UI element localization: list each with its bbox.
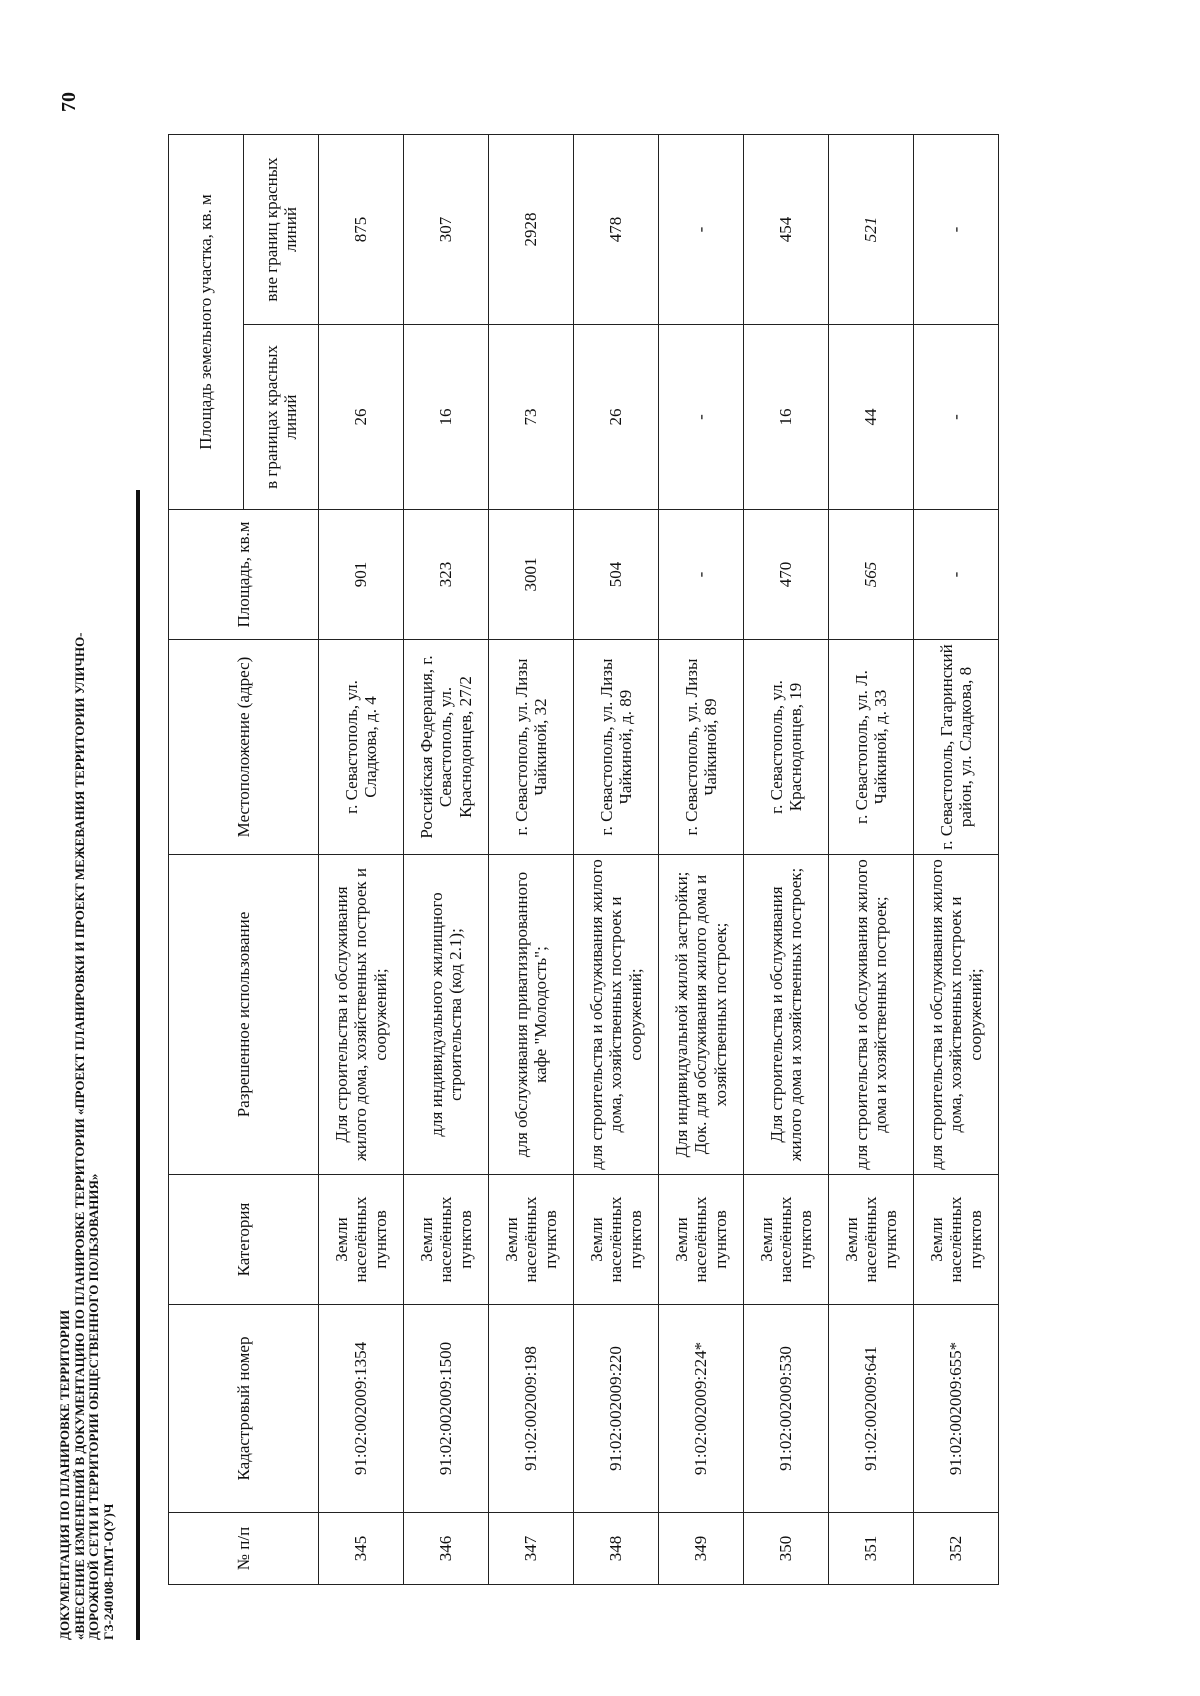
col-header-category: Категория <box>169 1175 319 1305</box>
cell-inside: - <box>659 325 744 510</box>
cell-outside: 478 <box>574 134 659 324</box>
cell-inside: 44 <box>829 325 914 510</box>
table-row <box>489 134 574 1584</box>
cell-usage: для индивидуального жилищного строительства (код 2.1); <box>404 855 489 1175</box>
table-row <box>659 134 744 1584</box>
cell-inside: 26 <box>319 325 404 510</box>
table-row <box>744 134 829 1584</box>
table-row <box>574 134 659 1584</box>
cell-inside: 16 <box>744 325 829 510</box>
cell-num: 347 <box>489 1513 574 1585</box>
cell-cadastral: 91:02:002009:530 <box>744 1305 829 1513</box>
col-header-area: Площадь, кв.м <box>169 510 319 640</box>
col-header-num: № п/п <box>169 1513 319 1585</box>
cell-cadastral: 91:02:002009:220 <box>574 1305 659 1513</box>
cell-category: Земли населённых пунктов <box>829 1175 914 1305</box>
cell-address: г. Севастополь, ул. Лизы Чайкиной, 32 <box>489 640 574 855</box>
table-row <box>829 134 914 1584</box>
cell-outside: 307 <box>404 134 489 324</box>
cell-cadastral: 91:02:002009:224* <box>659 1305 744 1513</box>
cell-address: г. Севастополь, ул. Лизы Чайкиной, д. 89 <box>574 640 659 855</box>
col-header-address: Местоположение (адрес) <box>169 640 319 855</box>
cell-address: г. Севастополь, ул. Сладкова, д. 4 <box>319 640 404 855</box>
table-row <box>914 134 999 1584</box>
cell-num: 348 <box>574 1513 659 1585</box>
cell-cadastral: 91:02:002009:641 <box>829 1305 914 1513</box>
cell-num: 345 <box>319 1513 404 1585</box>
table-header-row <box>169 134 244 1584</box>
cell-area: - <box>914 510 999 640</box>
cell-usage: для обслуживания приватизированного кафе "Молодость"; <box>489 855 574 1175</box>
cell-area: 470 <box>744 510 829 640</box>
header-line-1: ДОКУМЕНТАЦИЯ ПО ПЛАНИРОВКЕ ТЕРРИТОРИИ <box>57 1309 72 1640</box>
cell-cadastral: 91:02:002009:198 <box>489 1305 574 1513</box>
cell-outside: 454 <box>744 134 829 324</box>
table-row <box>319 134 404 1584</box>
cell-num: 346 <box>404 1513 489 1585</box>
cell-area: 3001 <box>489 510 574 640</box>
cell-cadastral: 91:02:002009:1500 <box>404 1305 489 1513</box>
cell-num: 350 <box>744 1513 829 1585</box>
cell-num: 351 <box>829 1513 914 1585</box>
cell-category: Земли населённых пунктов <box>319 1175 404 1305</box>
cell-outside: - <box>914 134 999 324</box>
col-header-outside-red-lines: вне границ красных линий <box>244 134 319 324</box>
cell-usage: Для индивидуальной жилой застройки; Док. для обслуживания жилого дома и хозяйственных построек; <box>659 855 744 1175</box>
cell-category: Земли населённых пунктов <box>489 1175 574 1305</box>
cell-cadastral: 91:02:002009:1354 <box>319 1305 404 1513</box>
header-line-2: «ВНЕСЕНИЕ ИЗМЕНЕНИЙ В ДОКУМЕНТАЦИЮ ПО ПЛАНИРОВКЕ ТЕРРИТОРИИ «ПРОЕКТ ПЛАНИРОВКИ И ПРОЕКТ МЕЖЕВАНИЯ ТЕРРИТОРИИ УЛИЧНО- <box>71 632 87 1640</box>
cell-num: 349 <box>659 1513 744 1585</box>
cell-usage: для строительства и обслуживания жилого дома и хозяйственных построек; <box>829 855 914 1175</box>
cell-usage: для строительства и обслуживания жилого дома, хозяйственных построек и сооружений; <box>574 855 659 1175</box>
cell-usage: Для строительства и обслуживания жилого дома, хозяйственных построек и сооружений; <box>319 855 404 1175</box>
cell-address: г. Севастополь, ул. Краснодонцев, 19 <box>744 640 829 855</box>
col-header-inside-red-lines: в границах красных линий <box>244 325 319 510</box>
cell-category: Земли населённых пунктов <box>404 1175 489 1305</box>
land-plots-table <box>168 134 999 1585</box>
cell-category: Земли населённых пунктов <box>659 1175 744 1305</box>
header-line-3: ДОРОЖНОЙ СЕТИ И ТЕРРИТОРИИ ОБЩЕСТВЕННОГО ПОЛЬЗОВАНИЯ» <box>86 1173 102 1640</box>
cell-address: Российская Федерация, г. Севастополь, ул. Краснодонцев, 27/2 <box>404 640 489 855</box>
table-row <box>404 134 489 1584</box>
cell-address: г. Севастополь, Гагаринский район, ул. Сладкова, 8 <box>914 640 999 855</box>
cell-num: 352 <box>914 1513 999 1585</box>
col-header-usage: Разрешенное использование <box>169 855 319 1175</box>
cell-area: - <box>659 510 744 640</box>
document-header <box>58 540 116 1640</box>
page-number: 70 <box>58 92 80 112</box>
cell-inside: 16 <box>404 325 489 510</box>
cell-outside: 875 <box>319 134 404 324</box>
col-header-cadastral: Кадастровый номер <box>169 1305 319 1513</box>
cell-outside: - <box>659 134 744 324</box>
header-divider <box>136 490 140 1640</box>
cell-inside: - <box>914 325 999 510</box>
cell-category: Земли населённых пунктов <box>914 1175 999 1305</box>
cell-address: г. Севастополь, ул. Л. Чайкиной, д. 33 <box>829 640 914 855</box>
cell-category: Земли населённых пунктов <box>574 1175 659 1305</box>
cell-address: г. Севастополь, ул. Лизы Чайкиной, 89 <box>659 640 744 855</box>
cell-area: 565 <box>829 510 914 640</box>
cell-category: Земли населённых пунктов <box>744 1175 829 1305</box>
cell-cadastral: 91:02:002009:655* <box>914 1305 999 1513</box>
cell-outside: 2928 <box>489 134 574 324</box>
cell-area: 504 <box>574 510 659 640</box>
cell-inside: 73 <box>489 325 574 510</box>
cell-area: 323 <box>404 510 489 640</box>
rotated-page-content <box>0 80 1120 1680</box>
header-line-4: ГЗ-240108-ПМТ-О(У)Ч <box>100 1503 116 1640</box>
col-header-plot-area-group: Площадь земельного участка, кв. м <box>169 134 244 509</box>
cell-inside: 26 <box>574 325 659 510</box>
cell-area: 901 <box>319 510 404 640</box>
cell-usage: Для строительства и обслуживания жилого дома и хозяйственных построек; <box>744 855 829 1175</box>
cell-outside: 521 <box>829 134 914 324</box>
cell-usage: для строительства и обслуживания жилого дома, хозяйственных построек и сооружений; <box>914 855 999 1175</box>
